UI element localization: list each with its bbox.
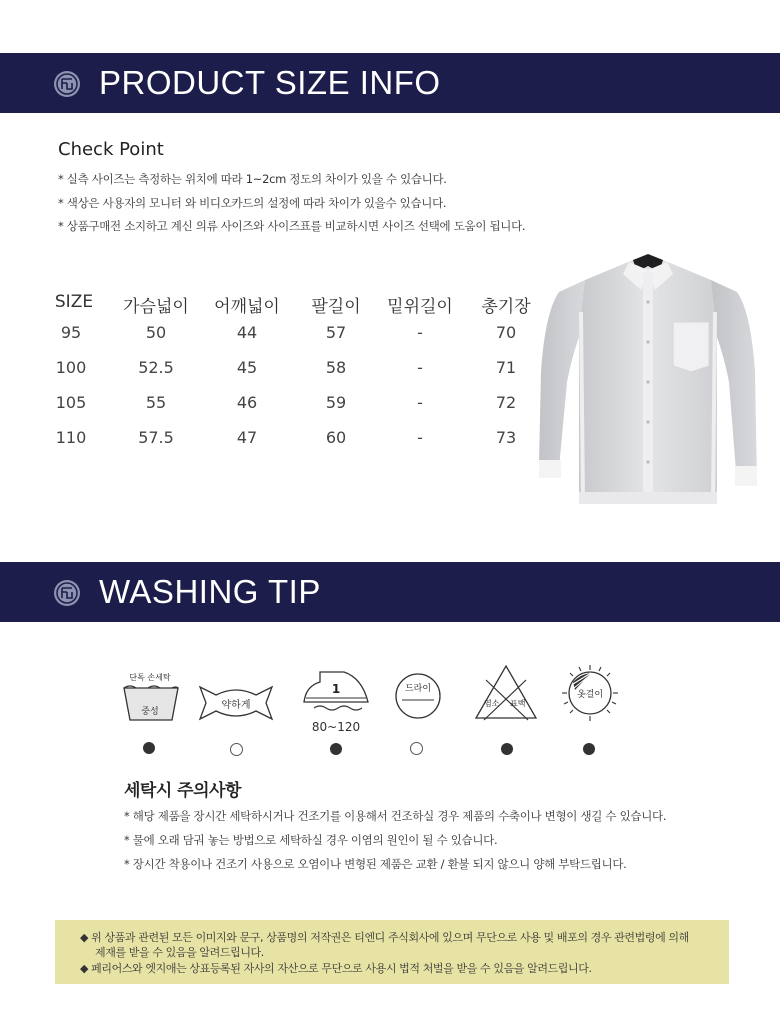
table-cell: 60: [325, 428, 347, 447]
dry-clean-icon: [394, 672, 442, 720]
iron-temp-range: 80~120: [311, 720, 361, 734]
check-note: * 실측 사이즈는 측정하는 위치에 따라 1~2cm 정도의 차이가 있을 수 있습니다.: [58, 172, 447, 186]
check-note: * 색상은 사용자의 모니터 와 비디오카드의 설정에 따라 차이가 있을수 있습니다.: [58, 196, 447, 210]
shirt-image: [537, 252, 759, 506]
unselected-dot: [230, 743, 243, 756]
neutral-label: 중성: [141, 707, 159, 717]
table-cell: 45: [236, 358, 258, 377]
table-cell: 71: [495, 358, 517, 377]
selected-dot: [583, 743, 595, 755]
brand-logo-icon: [54, 580, 80, 606]
notice-line: ◆ 페리어스와 엣지애는 상표등록된 자사의 자산으로 무단으로 사용시 법적 처벌을 받을 수 있음을 알려드립니다.: [80, 962, 592, 975]
table-cell: 55: [145, 393, 167, 412]
table-cell: 73: [495, 428, 517, 447]
selected-dot: [330, 743, 342, 755]
banner-title: WASHING TIP: [99, 573, 321, 610]
table-header: 밑위길이: [387, 297, 453, 317]
table-cell: 46: [236, 393, 258, 412]
check-note: * 상품구매전 소지하고 계신 의류 사이즈와 사이즈표를 비교하시면 사이즈 선택에 도움이 됩니다.: [58, 219, 526, 233]
table-cell: 110: [55, 428, 87, 447]
notice-line: 제재를 받을 수 있음을 알려드립니다.: [95, 946, 264, 959]
hanger-label: 옷걸이: [576, 690, 604, 700]
hand-wash-icon: [120, 672, 180, 724]
iron-level-label: 1: [331, 682, 341, 696]
selected-dot: [501, 743, 513, 755]
caution-note: * 물에 오래 담궈 놓는 방법으로 세탁하실 경우 이염의 원인이 될 수 있습니다.: [124, 833, 498, 847]
table-header: 가슴넓이: [123, 297, 189, 317]
banner-title: PRODUCT SIZE INFO: [99, 64, 441, 101]
gentle-label: 약하게: [221, 700, 251, 711]
dry-clean-label: 드라이: [404, 684, 432, 694]
table-header: 어깨넓이: [214, 297, 280, 317]
washing-tip-banner: [0, 562, 780, 622]
chlorine-label: 염소: [484, 699, 500, 708]
no-bleach-icon: [474, 664, 538, 722]
table-cell: 52.5: [138, 358, 174, 377]
table-cell: 57: [325, 323, 347, 342]
table-header: 총기장: [481, 297, 531, 317]
copyright-notice: [55, 920, 729, 984]
hanger-dry-icon: [561, 664, 619, 722]
table-cell: 57.5: [138, 428, 174, 447]
hand-wash-label: 단독 손세탁: [129, 673, 171, 682]
bleach-label: 표백: [510, 699, 526, 708]
table-cell: 47: [236, 428, 258, 447]
table-header: SIZE: [54, 292, 94, 312]
table-header: 팔길이: [311, 297, 361, 317]
table-cell: 100: [55, 358, 87, 377]
table-cell: -: [417, 323, 423, 342]
washing-caution-title: 세탁시 주의사항: [124, 781, 241, 801]
table-cell: 95: [60, 323, 82, 342]
check-point-title: Check Point: [58, 139, 164, 160]
caution-note: * 장시간 착용이나 건조기 사용으로 오염이나 변형된 제품은 교환 / 환불 되지 않으니 양해 부탁드립니다.: [124, 857, 627, 871]
table-cell: -: [417, 358, 423, 377]
notice-line: ◆ 위 상품과 관련된 모든 이미지와 문구, 상품명의 저작권은 티엔디 주식회사에 있으며 무단으로 사용 및 배포의 경우 관련법령에 의해: [80, 931, 689, 944]
unselected-dot: [410, 742, 423, 755]
table-cell: 58: [325, 358, 347, 377]
gentle-wash-icon: [198, 683, 274, 723]
table-cell: 105: [55, 393, 87, 412]
brand-logo-icon: [54, 71, 80, 97]
table-cell: 59: [325, 393, 347, 412]
table-cell: 70: [495, 323, 517, 342]
iron-icon: [300, 668, 372, 738]
caution-note: * 해당 제품을 장시간 세탁하시거나 건조기를 이용해서 건조하실 경우 제품의 수축이나 변형이 생길 수 있습니다.: [124, 809, 667, 823]
selected-dot: [143, 742, 155, 754]
table-cell: -: [417, 393, 423, 412]
table-cell: 72: [495, 393, 517, 412]
table-cell: -: [417, 428, 423, 447]
size-info-banner: [0, 53, 780, 113]
table-cell: 44: [236, 323, 258, 342]
table-cell: 50: [145, 323, 167, 342]
